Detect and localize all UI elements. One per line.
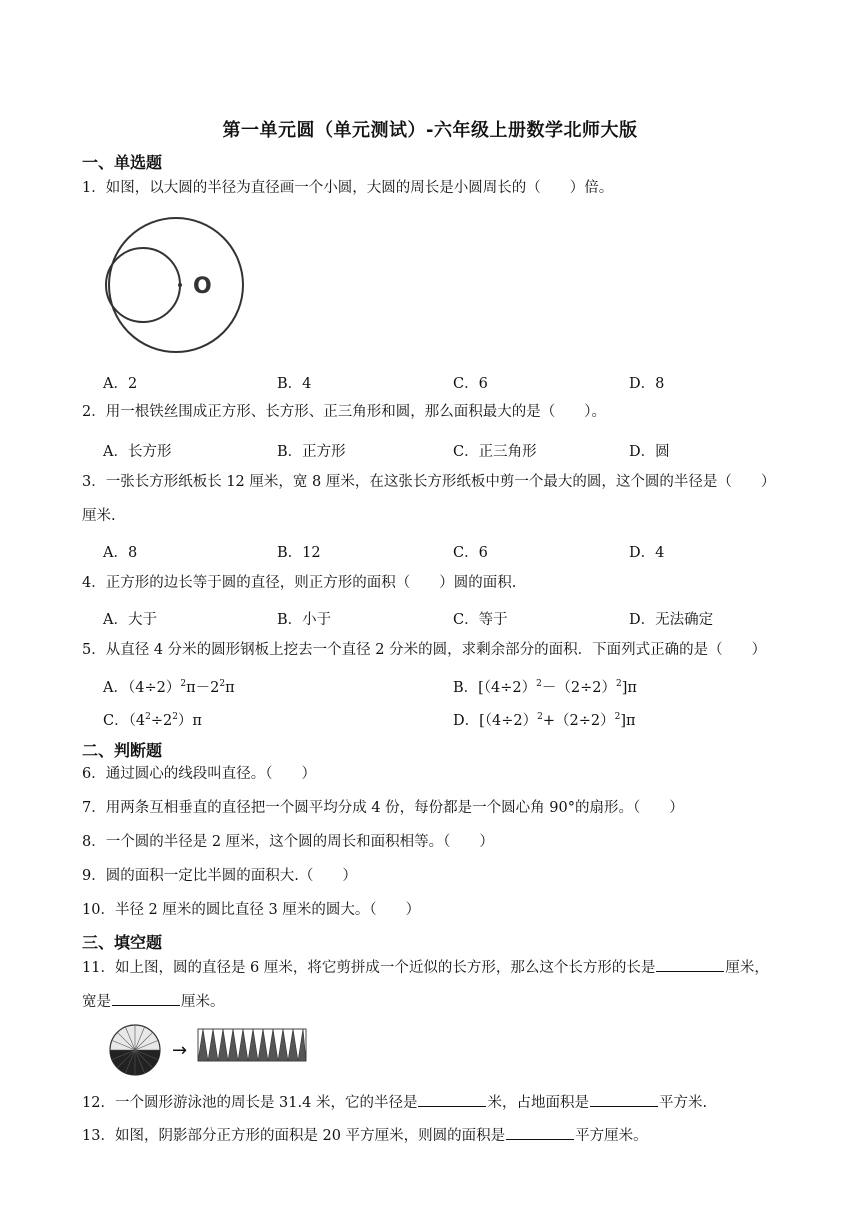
question-11-line2 [82, 986, 812, 1019]
q5-c-sup1: 2 [145, 712, 151, 723]
q12-text-part2: 米，占地面积是 [487, 1095, 589, 1111]
q5-a-sup1: 2 [180, 679, 187, 690]
q5-a-sup2: 2 [219, 679, 226, 690]
question-13-line [82, 1120, 812, 1153]
q5-b-sup2: 2 [616, 679, 622, 690]
question-3-text-line2: 厘米. [82, 508, 116, 524]
q1-option-a[interactable]: A．2 [103, 376, 138, 392]
center-point [178, 283, 182, 287]
q4-option-d[interactable]: D．无法确定 [629, 612, 714, 628]
question-1-text: 1．如图，以大圆的半径为直径画一个小圆，大圆的周长是小圆周长的（ ）倍。 [82, 180, 614, 196]
q5-d-end: ]π [620, 713, 636, 729]
small-circle [106, 248, 180, 322]
approximate-rectangle [198, 1029, 306, 1061]
question-11-line1 [82, 952, 812, 985]
q5-a-end: π [225, 680, 235, 696]
q1-option-c[interactable]: C．6 [453, 376, 488, 392]
q2-option-a[interactable]: A．长方形 [103, 444, 172, 460]
q5-b-end: ]π [621, 680, 637, 696]
q12-text-part1: 12．一个圆形游泳池的周长是 31.4 米，它的半径是 [82, 1095, 418, 1111]
q11-text-part1: 11．如上图，圆的直径是 6 厘米，将它剪拼成一个近似的长方形，那么这个长方形的长是 [82, 960, 656, 976]
question-5-text: 5．从直径 4 分米的圆形钢板上挖去一个直径 2 分米的圆，求剩余部分的面积．下面列式正确的是（ ） [82, 642, 767, 658]
q5-d-mid: +（2÷2） [542, 713, 615, 729]
question-9-text: 9．圆的面积一定比半圆的面积大.（ ） [82, 868, 357, 884]
q5-option-b[interactable] [453, 676, 637, 697]
q2-option-c[interactable]: C．正三角形 [453, 444, 537, 460]
q4-option-a[interactable]: A．大于 [103, 612, 157, 628]
q12-blank-area[interactable] [590, 1092, 658, 1107]
q3-option-c[interactable]: C．6 [453, 545, 488, 561]
q5-c-sup2: 2 [172, 712, 178, 723]
q5-a-mid: π－2 [186, 680, 220, 696]
q5-d-sup2: 2 [614, 712, 621, 723]
concentric-circles-figure [104, 214, 248, 356]
q5-c-prefix: C．（4 [103, 713, 146, 729]
q5-option-d[interactable] [453, 709, 636, 730]
question-7-text: 7．用两条互相垂直的直径把一个圆平均分成 4 份，每份都是一个圆心角 90°的扇形。（ ） [82, 800, 684, 816]
q5-d-sup1: 2 [537, 712, 543, 723]
q11-text-part2: 厘米， [725, 960, 769, 976]
question-8-text: 8．一个圆的半径是 2 厘米，这个圆的周长和面积相等。（ ） [82, 834, 494, 850]
q11-text-part4: 厘米。 [181, 994, 225, 1010]
large-circle [109, 218, 243, 352]
sectored-circle [110, 1025, 160, 1075]
q4-option-c[interactable]: C．等于 [453, 612, 508, 628]
q5-b-sup1: 2 [536, 679, 542, 690]
q13-text-part1: 13．如图，阴影部分正方形的面积是 20 平方厘米，则圆的面积是 [82, 1128, 506, 1144]
q13-text-part2: 平方厘米。 [575, 1128, 648, 1144]
q5-b-prefix: B．[（4÷2） [453, 680, 537, 696]
q2-option-b[interactable]: B．正方形 [277, 444, 346, 460]
q12-blank-radius[interactable] [418, 1092, 486, 1107]
q5-a-prefix: A．（4÷2） [103, 680, 181, 696]
section-heading-fill-blank: 三、填空题 [82, 933, 163, 952]
q5-c-end: ）π [177, 713, 202, 729]
circle-to-rectangle-figure [106, 1023, 310, 1077]
question-12-line [82, 1087, 812, 1120]
q11-text-part3: 宽是 [82, 994, 111, 1010]
question-10-text: 10．半径 2 厘米的圆比直径 3 厘米的圆大。（ ） [82, 902, 421, 918]
q1-option-b[interactable]: B．4 [277, 376, 312, 392]
arrow-icon: → [172, 1040, 188, 1061]
q5-c-mid: ÷2 [150, 713, 173, 729]
q3-option-a[interactable]: A．8 [103, 545, 138, 561]
q1-option-d[interactable]: D．8 [629, 376, 665, 392]
q4-option-b[interactable]: B．小于 [277, 612, 332, 628]
q5-option-a[interactable] [103, 676, 235, 697]
q12-text-part3: 平方米. [658, 1095, 708, 1111]
page-title: 第一单元圆（单元测试）-六年级上册数学北师大版 [222, 120, 638, 141]
question-2-text: 2．用一根铁丝围成正方形、长方形、正三角形和圆，那么面积最大的是（ ）。 [82, 404, 606, 420]
q3-option-d[interactable]: D．4 [629, 545, 665, 561]
q11-blank-width[interactable] [112, 991, 180, 1006]
q5-d-prefix: D．[（4÷2） [453, 713, 538, 729]
q11-blank-length[interactable] [656, 957, 724, 972]
center-label: O [193, 274, 212, 299]
section-heading-single-choice: 一、单选题 [82, 153, 163, 172]
q13-blank-circle-area[interactable] [506, 1125, 574, 1140]
q5-option-c[interactable] [103, 709, 202, 730]
q3-option-b[interactable]: B．12 [277, 545, 321, 561]
question-6-text: 6．通过圆心的线段叫直径。（ ） [82, 766, 316, 782]
q2-option-d[interactable]: D．圆 [629, 444, 670, 460]
section-heading-true-false: 二、判断题 [82, 741, 163, 760]
question-3-text-line1: 3．一张长方形纸板长 12 厘米，宽 8 厘米，在这张长方形纸板中剪一个最大的圆，这个圆的半径是（ ） [82, 474, 776, 490]
q5-b-mid: －（2÷2） [541, 680, 617, 696]
question-4-text: 4．正方形的边长等于圆的直径，则正方形的面积（ ）圆的面积. [82, 575, 517, 591]
